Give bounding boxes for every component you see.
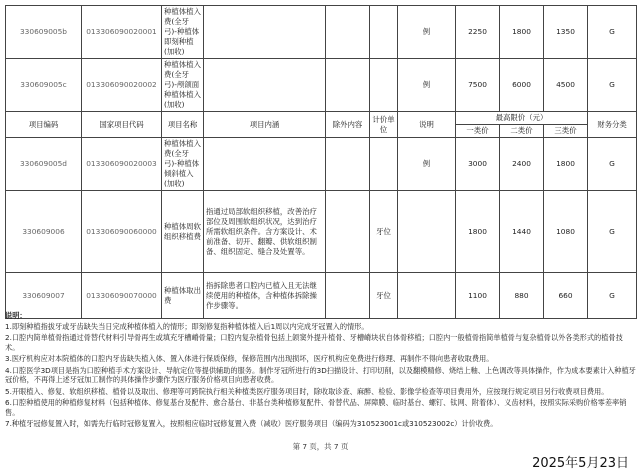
project-name-cell: 种植体植入费(全牙弓)-种植体倾斜植入(加收) bbox=[162, 138, 204, 191]
header-project-code: 项目编码 bbox=[6, 112, 82, 138]
date-stamp: 2025年5月23日 bbox=[532, 456, 629, 471]
notes-title: 说明： bbox=[5, 311, 27, 320]
header-finance: 财务分类 bbox=[588, 112, 637, 138]
header-class1: 一类价 bbox=[456, 125, 500, 138]
price-class3-cell: 660 bbox=[544, 273, 588, 319]
table-row bbox=[6, 59, 637, 112]
excluded-cell bbox=[326, 59, 370, 112]
unit-cell bbox=[370, 59, 398, 112]
header-national-code: 国家项目代码 bbox=[82, 112, 162, 138]
content-cell: 指通过局部软组织移植，改善治疗部位及周围软组织状况，达到治疗所需软组织条件。含方案设计、术前准备、切开、翻瓣、供软组织制备、组织固定、缝合及处置等。 bbox=[204, 191, 326, 273]
fee-table bbox=[5, 5, 637, 319]
national-code-cell: 013306090060000 bbox=[82, 191, 162, 273]
note-item: 4.口腔医学3D项目是指为口腔种植手术方案设计、导航定位等提供辅助的服务。制作牙冠所进行的3D扫描设计、打印切削，以及翻模精修、烧结上釉、上色调改等具体操作，作为成本要素计入种植牙冠价格，不再得上述牙冠加工制作的具体操作步骤作为医疗服务价格项目向患者收费。 bbox=[5, 365, 636, 384]
price-class1-cell: 2250 bbox=[456, 6, 500, 59]
explanation-cell bbox=[398, 191, 456, 273]
content-cell bbox=[204, 59, 326, 112]
table-row bbox=[6, 138, 637, 191]
header-excluded: 除外内容 bbox=[326, 112, 370, 138]
project-name-cell: 种植体周软组织移植费 bbox=[162, 191, 204, 273]
unit-cell bbox=[370, 138, 398, 191]
header-class2: 二类价 bbox=[500, 125, 544, 138]
price-class1-cell: 3000 bbox=[456, 138, 500, 191]
explanation-cell: 例 bbox=[398, 138, 456, 191]
price-class2-cell: 1800 bbox=[500, 6, 544, 59]
price-class2-cell: 2400 bbox=[500, 138, 544, 191]
notes-section bbox=[5, 311, 636, 431]
national-code-cell: 013306090020001 bbox=[82, 6, 162, 59]
explanation-cell: 例 bbox=[398, 6, 456, 59]
unit-cell: 牙位 bbox=[370, 273, 398, 319]
excluded-cell bbox=[326, 6, 370, 59]
note-item: 5.开眼植入、修复、软组织移植、植骨以及取出、修理等可跨院执行相关种植类医疗服务项目时，除收取诊查、麻醉、检验、影像学检查等项目费用外，应按现行规定项目另行收费项目费用。 bbox=[5, 386, 609, 396]
price-class3-cell: 1800 bbox=[544, 138, 588, 191]
project-code-cell: 330609005c bbox=[6, 59, 82, 112]
finance-class-cell: G bbox=[588, 191, 637, 273]
table-row bbox=[6, 191, 637, 273]
finance-class-cell: G bbox=[588, 273, 637, 319]
project-code-cell: 330609005b bbox=[6, 6, 82, 59]
finance-class-cell: G bbox=[588, 138, 637, 191]
price-class2-cell: 880 bbox=[500, 273, 544, 319]
note-item: 1.即刻种植指拔牙或牙齿缺失当日完成种植体植入的情形；即刻修复指种植体植入后1周以内完成牙冠置入的情形。 bbox=[5, 321, 369, 331]
header-content: 项目内涵 bbox=[204, 112, 326, 138]
price-class2-cell: 6000 bbox=[500, 59, 544, 112]
note-item: 7.种植牙冠修复置入时，如需先行临时冠修复置入，按照相应临时冠修复置入费（减收）医疗服务项目（编码为310523001c或310523002c）计价收费。 bbox=[5, 419, 498, 428]
header-project-name: 项目名称 bbox=[162, 112, 204, 138]
price-class1-cell: 7500 bbox=[456, 59, 500, 112]
price-class3-cell: 1350 bbox=[544, 6, 588, 59]
note-item: 2.口腔内简单植骨指通过骨替代材料引导骨再生或填充牙槽嵴骨量；口腔内复杂植骨包括上颌窦外提升植骨、牙槽嵴块状自体骨移植；口腔内一般植骨指简单植骨与复杂植骨以外各类形式的植骨技术。 bbox=[5, 333, 623, 352]
finance-class-cell: G bbox=[588, 59, 637, 112]
note-item: 6.口腔种植使用的种植修复材料（包括种植体、修复基台及配件、愈合基台、非基台类种植修复配件、骨替代品、屏障膜、临时基台、螺钉、钛网、附着体）、义齿材料，按照实际采购价格零差率销售。 bbox=[5, 398, 627, 417]
header-max-price: 最高限价（元） bbox=[456, 112, 588, 125]
project-code-cell: 330609007 bbox=[6, 273, 82, 319]
price-class3-cell: 1080 bbox=[544, 191, 588, 273]
project-name-cell: 种植体取出费 bbox=[162, 273, 204, 319]
project-code-cell: 330609005d bbox=[6, 138, 82, 191]
price-class1-cell: 1100 bbox=[456, 273, 500, 319]
content-cell bbox=[204, 138, 326, 191]
header-unit: 计价单位 bbox=[370, 112, 398, 138]
project-name-cell: 种植体植入费(全牙弓)-颅颌面种植体植入(加收) bbox=[162, 59, 204, 112]
table-row bbox=[6, 6, 637, 59]
note-item: 3.医疗机构应对本院植体的口腔内牙齿缺失植入体、置入体进行保质保修，保修范围内出现损坏，医疗机构应免费进行修理、再制作不得向患者收取费用。 bbox=[5, 354, 494, 363]
content-cell bbox=[204, 6, 326, 59]
project-code-cell: 330609006 bbox=[6, 191, 82, 273]
price-class2-cell: 1440 bbox=[500, 191, 544, 273]
explanation-cell: 例 bbox=[398, 59, 456, 112]
unit-cell: 牙位 bbox=[370, 191, 398, 273]
excluded-cell bbox=[326, 138, 370, 191]
content-cell: 指拆除患者口腔内已植入且无法继续使用的种植体，含种植体拆除操作步骤等。 bbox=[204, 273, 326, 319]
unit-cell bbox=[370, 6, 398, 59]
project-name-cell: 种植体植入费(全牙弓)-种植体即刻种植(加收) bbox=[162, 6, 204, 59]
excluded-cell bbox=[326, 191, 370, 273]
table-header-row bbox=[6, 112, 637, 125]
price-class3-cell: 4500 bbox=[544, 59, 588, 112]
header-class3: 三类价 bbox=[544, 125, 588, 138]
price-class1-cell: 1800 bbox=[456, 191, 500, 273]
page-number: 第 7 页，共 7 页 bbox=[292, 442, 349, 451]
header-explanation: 说明 bbox=[398, 112, 456, 138]
national-code-cell: 013306090070000 bbox=[82, 273, 162, 319]
national-code-cell: 013306090020002 bbox=[82, 59, 162, 112]
finance-class-cell: G bbox=[588, 6, 637, 59]
national-code-cell: 013306090020003 bbox=[82, 138, 162, 191]
